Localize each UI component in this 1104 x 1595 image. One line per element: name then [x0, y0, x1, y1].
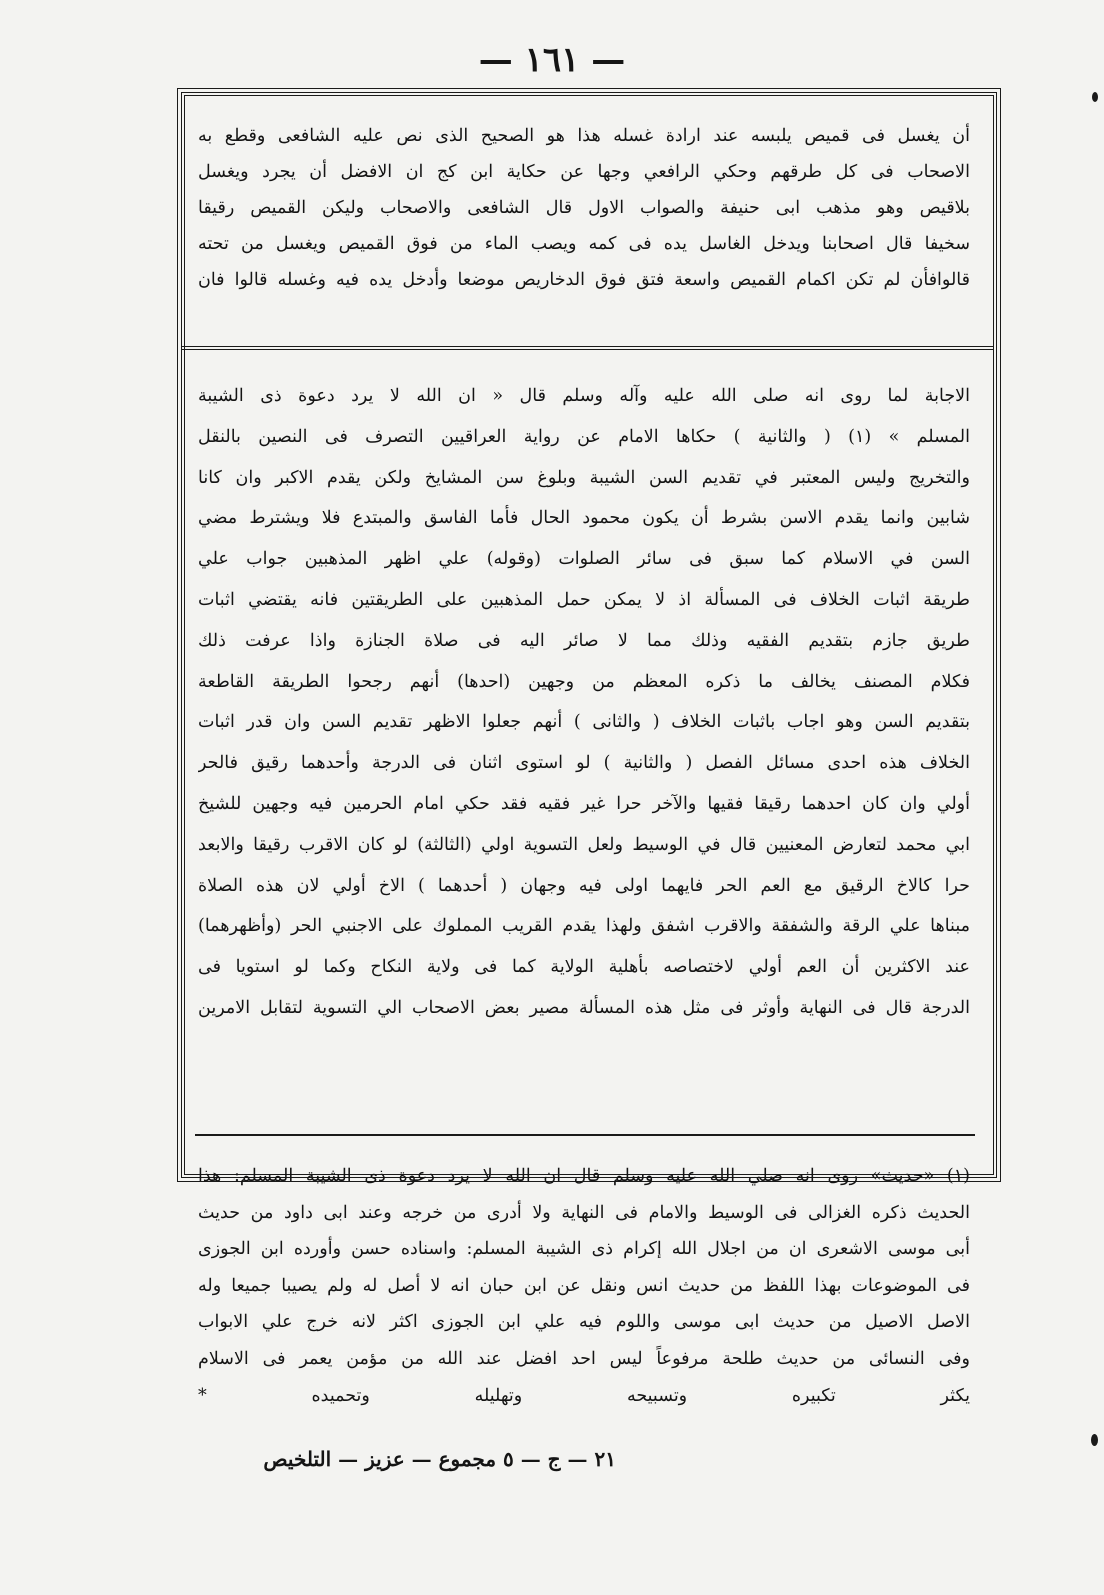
text-line: بلاقيص وهو مذهب ابى حنيفة والصواب الاول قال الشافعى والاصحاب وليكن القميص رقيقا: [198, 198, 970, 218]
footnote-line: وفى النسائى من حديث طلحة مرفوعاً ليس احد افضل عند الله من مؤمن يعمر فى الاسلام: [198, 1348, 970, 1369]
footnote-section: [198, 1158, 970, 1414]
footnote-divider: [195, 1134, 975, 1136]
printer-signature: ٢١ — ج — ٥ مجموع — عزيز — التلخيص: [263, 1447, 616, 1471]
upper-text-section: [198, 118, 970, 298]
footnote-line: يكثر تكبيره وتسبيحه وتهليله وتحميده *: [198, 1385, 970, 1406]
text-line: حرا كالاخ الرقيق مع العم الحر فايهما اولى فيه وجهان ( أحدهما ) الاخ أولي لان هذه الصلاة: [198, 875, 970, 896]
page-number: — ١٦١ —: [478, 40, 626, 80]
text-line: أن يغسل فى قميص يلبسه عند ارادة غسله هذا هو الصحيح الذى نص عليه الشافعى وقطع به: [198, 126, 970, 146]
footnote-line: الحديث ذكره الغزالى فى الوسيط والامام فى النهاية ولا أدرى من خرجه وعند ابى داود من حديث: [198, 1202, 970, 1223]
text-line: مبناها علي الرقة والشفقة والاقرب اشفق ولهذا يقدم القريب المملوك على الاجنبي الحر (وأظهرهما): [198, 916, 970, 937]
text-line: والتخريج وليس المعتبر في تقديم السن الشيبة وبلوغ سن المشايخ ولكن يقدم الاكبر وان كانا: [198, 467, 970, 488]
text-line: طريق جازم بتقديم الفقيه وذلك مما لا صائر اليه فى صلاة الجنازة واذا عرفت ذلك: [198, 630, 970, 651]
text-line: قالوافأن لم تكن اكمام القميص واسعة فتق فوق الدخاريص موضعا وأدخل يده فيه وغسله قالوا فان: [198, 270, 970, 290]
text-line: طريقة اثبات الخلاف فى المسألة اذ لا يمكن حمل المذهبين على الطريقتين فانه يقتضي اثبات: [198, 589, 970, 610]
footnote-line: أبى موسى الاشعرى ان من اجلال الله إكرام ذى الشيبة المسلم: واسناده حسن وأورده ابن الجوزى: [198, 1239, 970, 1260]
text-line: بتقديم السن وهو اجاب باثبات الخلاف ( والثانى ) أنهم جعلوا الاظهر تقديم السن وان قدر اثبات: [198, 712, 970, 733]
text-line: السن في الاسلام كما سبق فى سائر الصلوات (وقوله) علي اظهر المذهبين جواب علي: [198, 549, 970, 570]
scan-speck: [1092, 92, 1098, 102]
text-line: سخيفا قال اصحابنا ويدخل الغاسل يده فى كمه ويصب الماء من فوق القميص ويغسل من تحته: [198, 234, 970, 254]
text-line: الاجابة لما روى انه صلى الله عليه وآله وسلم قال « ان الله لا يرد دعوة ذى الشيبة: [198, 386, 970, 406]
text-line: ابي محمد لتعارض المعنيين قال في الوسيط ولعل التسوية اولي (الثالثة) لو كان الاقرب رقيقا والابعد: [198, 834, 970, 855]
text-line: فكلام المصنف يخالف ما ذكره المعظم من وجهين (احدها) أنهم رجحوا الطريقة القاطعة: [198, 671, 970, 692]
text-line: المسلم » (١) ( والثانية ) حكاها الامام عن رواية العراقيين التصرف فى النصين بالنقل: [198, 426, 970, 447]
text-line: الخلاف هذه احدى مسائل الفصل ( والثانية ) لو استوى اثنان فى الدرجة وأحدهما رقيق فالحر: [198, 753, 970, 774]
footnote-line: الاصل الاصيل من حديث ابى موسى واللوم فيه علي ابن الجوزى اكثر لانه خرج علي الابواب: [198, 1312, 970, 1333]
main-text-section: [198, 376, 970, 1029]
footnote-line: فى الموضوعات بهذا اللفظ من حديث انس ونقل عن ابن حبان انه لا أصل له ولم يصيبا جميعا وله: [198, 1275, 970, 1296]
text-line: الدرجة قال فى النهاية وأوثر فى مثل هذه المسألة مصير بعض الاصحاب الي التسوية لتقابل الامرين: [198, 997, 970, 1018]
footnote-line: (١) «حديث» روى انه صلي الله عليه وسلم قال ان الله لا يرد دعوة ذى الشيبة المسلم: هذا: [198, 1166, 970, 1186]
text-line: شابين وانما يقدم الاسن بشرط أن يكون محمود الحال فأما الفاسق والمبتدع فلا ويشترط مضي: [198, 508, 970, 529]
scan-speck: [1091, 1434, 1098, 1446]
text-line: أولي وان كان احدهما رقيقا فقيها والآخر حرا غير فقيه فقد حكي امام الحرمين فيه وجهين للشيخ: [198, 793, 970, 814]
text-line: الاصحاب فى كل طرقهم وحكي الرافعي وجها عن حكاية ابن كج ان الافضل أن يجرد ويغسل: [198, 162, 970, 182]
section-divider: [181, 346, 993, 350]
text-line: عند الاكثرين أن العم أولي لاختصاصه بأهلية الولاية كما فى ولاية النكاح وكما لو استويا فى: [198, 957, 970, 978]
